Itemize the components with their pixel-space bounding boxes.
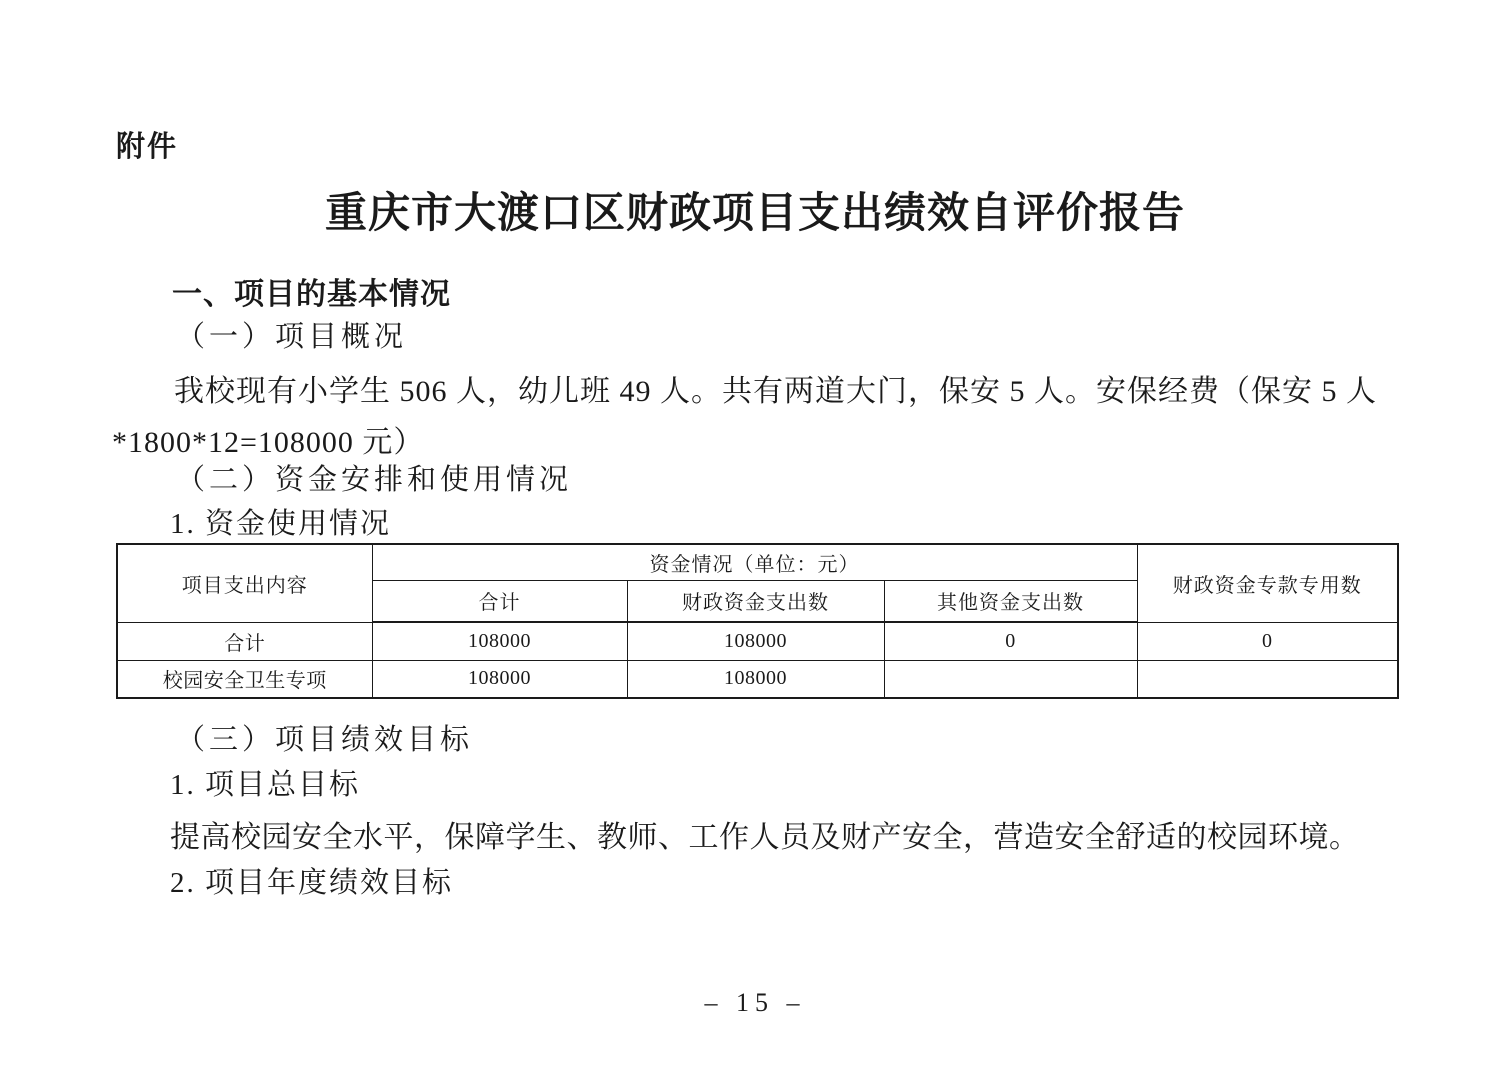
table-row-campus-safety <box>117 660 1398 698</box>
annual-goal-heading: 2. 项目年度绩效目标 <box>170 867 454 899</box>
funds-table <box>116 543 1399 699</box>
section-1-heading: 一、项目的基本情况 <box>172 278 451 311</box>
header-cell-total: 合计 <box>372 580 627 622</box>
header-cell-funds-group: 资金情况（单位：元） <box>372 544 1137 580</box>
header-cell-project-content: 项目支出内容 <box>117 544 372 622</box>
header-cell-other-expense: 其他资金支出数 <box>884 580 1137 622</box>
table-cell <box>884 660 1137 698</box>
table-cell: 108000 <box>372 622 627 660</box>
page-number: – 15 – <box>704 988 806 1017</box>
table-cell: 合计 <box>117 622 372 660</box>
table-cell: 108000 <box>627 622 884 660</box>
project-overview-line2: *1800*12=108000 元） <box>112 426 425 459</box>
table-cell: 0 <box>1137 622 1398 660</box>
table-cell <box>1137 660 1398 698</box>
table-header-group-row <box>117 544 1398 580</box>
header-cell-special-funds: 财政资金专款专用数 <box>1137 544 1398 622</box>
page-title: 重庆市大渡口区财政项目支出绩效自评价报告 <box>324 191 1185 237</box>
section-1-2-heading: （二）资金安排和使用情况 <box>176 464 573 496</box>
table-row-total <box>117 622 1398 660</box>
table-cell: 108000 <box>372 660 627 698</box>
overall-goal-text: 提高校园安全水平，保障学生、教师、工作人员及财产安全，营造安全舒适的校园环境。 <box>170 821 1360 854</box>
section-1-1-heading: （一）项目概况 <box>176 321 408 353</box>
section-1-3-heading: （三）项目绩效目标 <box>176 724 474 756</box>
table-cell: 0 <box>884 622 1137 660</box>
overall-goal-heading: 1. 项目总目标 <box>170 769 361 801</box>
header-cell-fiscal-expense: 财政资金支出数 <box>627 580 884 622</box>
table-cell: 校园安全卫生专项 <box>117 660 372 698</box>
table-cell: 108000 <box>627 660 884 698</box>
project-overview-line1: 我校现有小学生 506 人，幼儿班 49 人。共有两道大门，保安 5 人。安保经费（保安 5 人 <box>174 375 1377 408</box>
attachment-label: 附件 <box>116 131 179 163</box>
funds-usage-heading: 1. 资金使用情况 <box>170 508 392 540</box>
